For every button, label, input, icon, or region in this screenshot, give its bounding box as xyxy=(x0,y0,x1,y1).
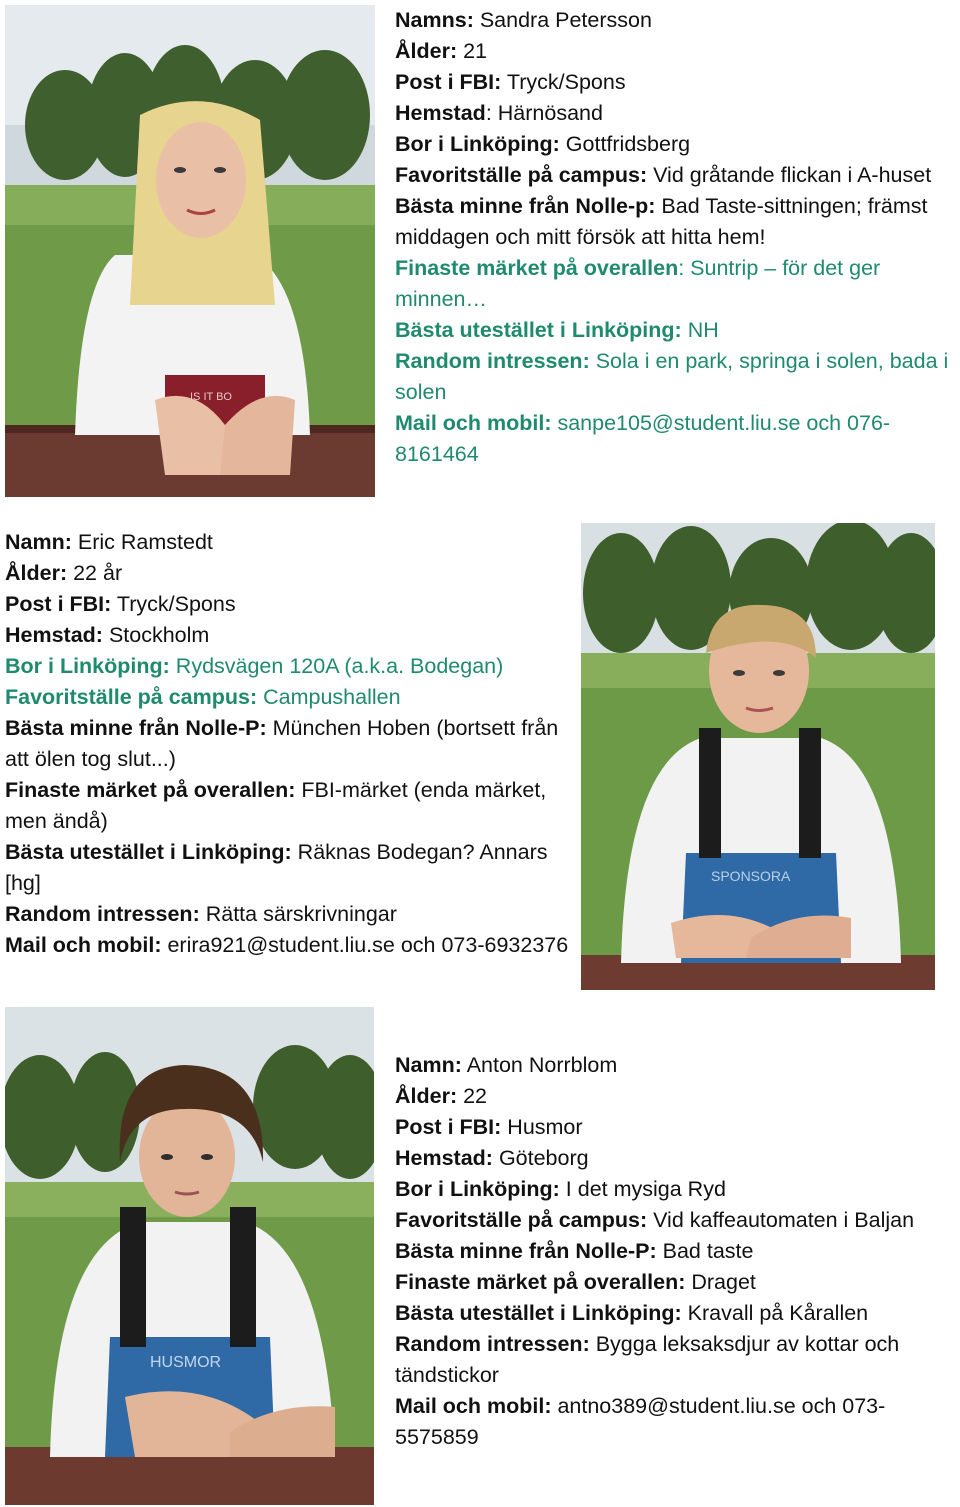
fbi-post-field: Post i FBI: Tryck/Spons xyxy=(395,70,626,94)
name-field: Namn: Anton Norrblom xyxy=(395,1053,618,1077)
badge-field: Finaste märket på overallen: FBI-märket (enda märket, men ändå) xyxy=(5,778,547,833)
age-field: Ålder: 22 år xyxy=(5,561,123,585)
campus-spot-field: Favoritställe på campus: Vid kaffeautomaten i Baljan xyxy=(395,1208,915,1232)
hometown-field: Hemstad: Göteborg xyxy=(395,1146,589,1170)
bio-eric-ramstedt xyxy=(5,527,570,961)
age-field: Ålder: 21 xyxy=(395,39,488,63)
photo-anton-norrblom xyxy=(5,1007,374,1505)
nightlife-field: Bästa utestället i Linköping: Räknas Bodegan? Annars [hg] xyxy=(5,840,548,895)
campus-spot-field: Favoritställe på campus: Vid gråtande flickan i A-huset xyxy=(395,163,932,187)
overall-print-anton: HUSMOR xyxy=(150,1354,222,1371)
residence-field: Bor i Linköping: Rydsvägen 120A (a.k.a. Bodegan) xyxy=(5,654,504,678)
nightlife-field: Bästa utestället i Linköping: Kravall på Kårallen xyxy=(395,1301,869,1325)
name-field: Namn: Eric Ramstedt xyxy=(5,530,213,554)
residence-field: Bor i Linköping: Gottfridsberg xyxy=(395,132,691,156)
nolle-memory-field: Bästa minne från Nolle-P: München Hoben (bortsett från att ölen tog slut...) xyxy=(5,716,559,771)
contact-field: Mail och mobil: sanpe105@student.liu.se och 076-8161464 xyxy=(395,411,891,466)
age-field: Ålder: 22 xyxy=(395,1084,488,1108)
photo-eric-ramstedt xyxy=(581,523,935,990)
nolle-memory-field: Bästa minne från Nolle-P: Bad taste xyxy=(395,1239,754,1263)
name-field: Namns: Sandra Petersson xyxy=(395,8,652,32)
hometown-field: Hemstad: Stockholm xyxy=(5,623,210,647)
fbi-post-field: Post i FBI: Husmor xyxy=(395,1115,583,1139)
residence-field: Bor i Linköping: I det mysiga Ryd xyxy=(395,1177,726,1201)
overall-print-eric: SPONSORA xyxy=(711,868,791,884)
badge-field: Finaste märket på overallen: Suntrip – för det ger minnen… xyxy=(395,256,881,311)
bio-sandra-petersson xyxy=(395,5,960,470)
badge-field: Finaste märket på overallen: Draget xyxy=(395,1270,756,1294)
interests-field: Random intressen: Sola i en park, springa i solen, bada i solen xyxy=(395,349,949,404)
contact-field: Mail och mobil: erira921@student.liu.se och 073-6932376 xyxy=(5,933,569,957)
nolle-memory-field: Bästa minne från Nolle-p: Bad Taste-sittningen; främst middagen och mitt försök att hitta hem! xyxy=(395,194,928,249)
nightlife-field: Bästa utestället i Linköping: NH xyxy=(395,318,719,342)
campus-spot-field: Favoritställe på campus: Campushallen xyxy=(5,685,401,709)
contact-field: Mail och mobil: antno389@student.liu.se och 073-5575859 xyxy=(395,1394,886,1449)
bio-anton-norrblom xyxy=(395,1050,955,1453)
fbi-post-field: Post i FBI: Tryck/Spons xyxy=(5,592,236,616)
overall-print-sandra: IS IT BO xyxy=(190,391,232,403)
interests-field: Random intressen: Rätta särskrivningar xyxy=(5,902,397,926)
photo-sandra-petersson xyxy=(5,5,375,497)
hometown-field: Hemstad: Härnösand xyxy=(395,101,603,125)
interests-field: Random intressen: Bygga leksaksdjur av kottar och tändstickor xyxy=(395,1332,900,1387)
